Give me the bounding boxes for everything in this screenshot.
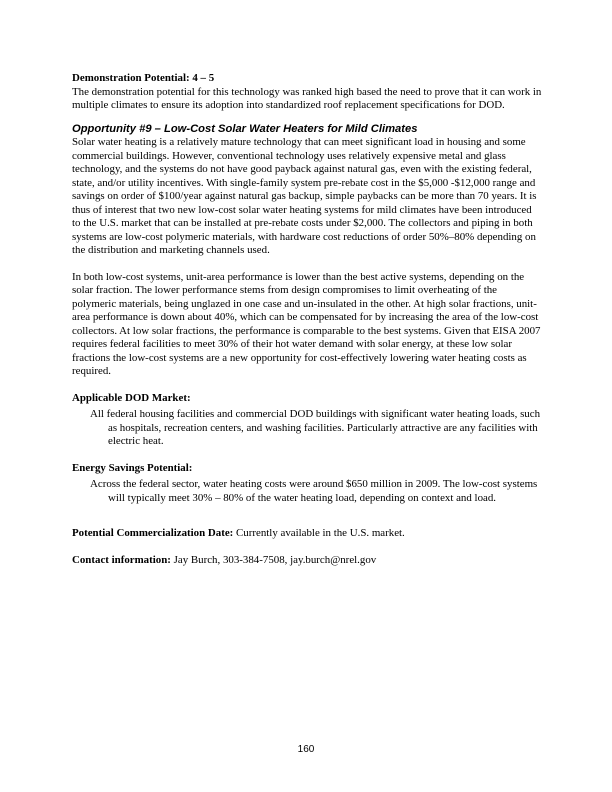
energy-savings-text: Across the federal sector, water heating costs were around $650 million in 2009. The low-cost systems will typically meet 30% – 80% of the water heating load, depending on context and load. bbox=[90, 478, 538, 504]
demonstration-potential-heading: Demonstration Potential: 4 – 5 bbox=[72, 72, 215, 84]
page-number: 160 bbox=[297, 744, 315, 755]
energy-savings-heading: Energy Savings Potential: bbox=[72, 461, 193, 474]
applicable-market-heading: Applicable DOD Market: bbox=[72, 391, 191, 404]
contact-line bbox=[72, 554, 542, 568]
commercialization-label: Potential Commercialization Date: bbox=[72, 527, 234, 539]
commercialization-line bbox=[72, 527, 542, 541]
opportunity-paragraph-2: In both low-cost systems, unit-area performance is lower than the best active systems, depending on the solar fraction. The lower performance stems from design compromises to limit overheating of the polymeric materials, being unglazed in one case and un-insulated in the other. At high solar fractions, unit-area performance is down about 40%, which can be compensated for by increasing the area of the low-cost collectors. At low solar fractions, the performance is comparable to the best systems. Given that EISA 2007 requires federal facilities to meet 30% of their hot water demand with solar energy, at these low solar fractions the low-cost systems are a new opportunity for cost-effectively lowering water heating costs as required. bbox=[72, 270, 541, 377]
opportunity-paragraph-1: Solar water heating is a relatively mature technology that can meet significant load in housing and some commercial buildings. However, conventional technology uses relatively expensive metal and glass technology, and the systems do not have good payback against natural gas, even with the existing federal, state, and/or utility incentives. With single-family system pre-rebate cost in the $5,000 -$12,000 range and savings on order of $100/year against natural gas backup, simple paybacks can be more than 70 years. It is thus of interest that two new low-cost solar water heating systems for mild climates have been introduced to the U.S. market that can be installed at pre-rebate costs under $2,000. The collectors and piping in both systems are low-cost polymeric materials, with hardware cost reductions of order 50%–80% depending on the distribution and marketing channels used. bbox=[72, 136, 537, 256]
applicable-market-text: All federal housing facilities and commercial DOD buildings with significant water heating loads, such as hospitals, recreation centers, and washing facilities. Particularly attractive are any facilities with electric heat. bbox=[90, 408, 541, 447]
spacer bbox=[72, 113, 542, 123]
opportunity-title: Opportunity #9 – Low-Cost Solar Water Heaters for Mild Climates bbox=[72, 122, 418, 135]
spacer bbox=[72, 505, 542, 527]
demonstration-potential-text: The demonstration potential for this technology was ranked high based the need to prove that it can work in multiple climates to ensure its adoption into standardized roof replacement specifications for DOD. bbox=[72, 85, 542, 111]
spacer bbox=[72, 258, 542, 271]
contact-label: Contact information: bbox=[72, 553, 171, 566]
spacer bbox=[72, 449, 542, 462]
commercialization-value: Currently available in the U.S. market. bbox=[233, 527, 405, 539]
spacer bbox=[72, 379, 542, 392]
spacer bbox=[72, 541, 542, 554]
contact-value: Jay Burch, 303-384-7508, jay.burch@nrel.gov bbox=[170, 553, 377, 566]
document-page bbox=[72, 72, 542, 567]
